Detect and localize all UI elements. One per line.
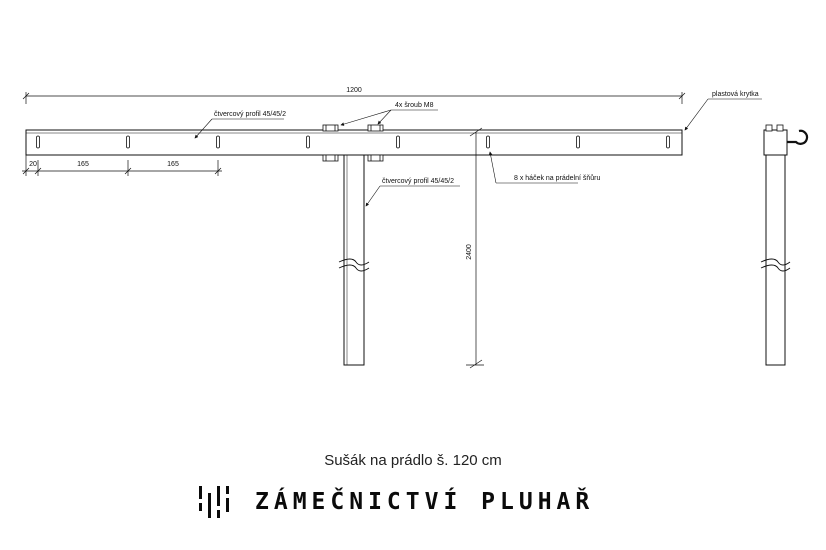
bolt-head bbox=[323, 155, 338, 161]
hook-slot bbox=[217, 136, 220, 148]
hook-slot bbox=[307, 136, 310, 148]
leader-post-profile bbox=[366, 186, 460, 206]
side-view bbox=[761, 125, 807, 365]
hook-slot bbox=[667, 136, 670, 148]
brand bbox=[197, 484, 594, 520]
side-view-bolt bbox=[766, 125, 772, 131]
pluhar-bars-logo-icon bbox=[197, 484, 233, 520]
brand-name: ZÁMEČNICTVÍ PLUHAŘ bbox=[255, 489, 595, 515]
label-post-profile: čtvercový profil 45/45/2 bbox=[382, 178, 454, 185]
dimension-end-offset-label: 20 bbox=[29, 161, 37, 168]
hook-slot bbox=[397, 136, 400, 148]
label-beam-profile: čtvercový profil 45/45/2 bbox=[214, 111, 286, 118]
clothesline-hook-icon bbox=[787, 131, 807, 144]
bolt-head bbox=[368, 125, 383, 131]
hook-slot bbox=[37, 136, 40, 148]
vertical-post bbox=[339, 155, 369, 365]
side-view-beam bbox=[764, 130, 787, 155]
dimension-spacing-label-1: 165 bbox=[77, 161, 89, 168]
dimension-spacing-label-2: 165 bbox=[167, 161, 179, 168]
bolt-head bbox=[323, 125, 338, 131]
hook-slot bbox=[127, 136, 130, 148]
leader-cap bbox=[685, 99, 762, 130]
label-cap: plastová krytka bbox=[712, 91, 759, 98]
leader-bolts bbox=[341, 110, 438, 125]
side-view-bolt bbox=[777, 125, 783, 131]
hook-slot bbox=[577, 136, 580, 148]
dimension-total-width-label: 1200 bbox=[346, 87, 362, 94]
label-hooks: 8 x háček na prádelní šňůru bbox=[514, 175, 601, 182]
hook-slot bbox=[487, 136, 490, 148]
horizontal-beam bbox=[26, 130, 682, 155]
label-bolts: 4x šroub M8 bbox=[395, 102, 434, 109]
dimension-height-label: 2400 bbox=[466, 244, 473, 260]
dimension-slot-spacing bbox=[22, 155, 222, 176]
drawing-caption: Sušák na prádlo š. 120 cm bbox=[324, 452, 502, 469]
bolt-head bbox=[368, 155, 383, 161]
